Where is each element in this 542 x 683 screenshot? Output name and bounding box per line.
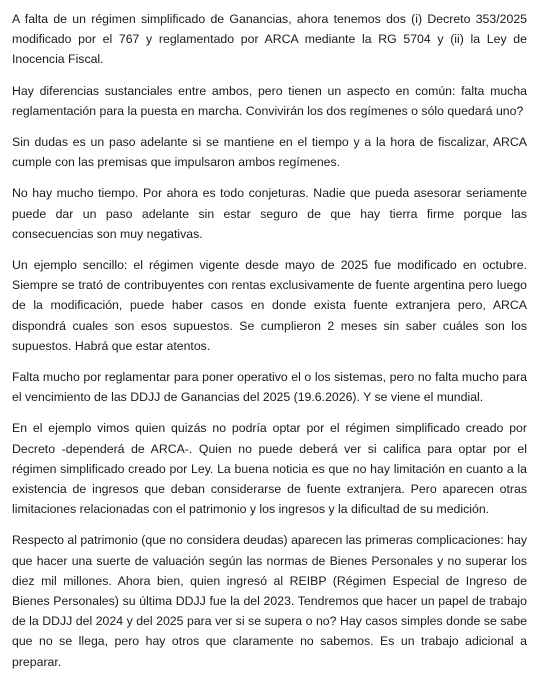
paragraph-6: Falta mucho por reglamentar para poner operativo el o los sistemas, pero no falta mucho para el vencimiento de las DDJJ de Ganancias del 2025 (19.6.2026). Y se viene el mundial.	[12, 370, 527, 405]
paragraph-7: En el ejemplo vimos quien quizás no podría optar por el régimen simplificado creado por Decreto -dependerá de ARCA-. Quien no puede deberá ver si califica para optar por el régimen simplificado creado por Ley. La buena noticia es que no hay limitación en cuanto a la existencia de ingresos que deban considerarse de fuente extranjera. Pero aparecen otras limitaciones relacionadas con el patrimonio y los ingresos y la dificultad de su medición.	[12, 421, 527, 517]
paragraph-1: A falta de un régimen simplificado de Ganancias, ahora tenemos dos (i) Decreto 353/2025 modificado por el 767 y reglamentado por ARCA mediante la RG 5704 y (ii) la Ley de Inocencia Fiscal.	[12, 12, 527, 67]
paragraph-8: Respecto al patrimonio (que no considera deudas) aparecen las primeras complicaciones: hay que hacer una suerte de valuación según las normas de Bienes Personales y no superar los diez mil millones. Ahora bien, quien ingresó al REIBP (Régimen Especial de Ingreso de Bienes Personales) su última DDJJ fue la del 2023. Tendremos que hacer un papel de trabajo de la DDJJ del 2024 y del 2025 para ver si se supera o no? Hay casos simples donde se sabe que no se llega, pero hay otros que claramente no sabemos. Es un trabajo adicional a preparar.	[12, 533, 527, 669]
paragraph-5: Un ejemplo sencillo: el régimen vigente desde mayo de 2025 fue modificado en octubre. Siempre se trató de contribuyentes con rentas exclusivamente de fuente argentina pero luego de la modificación, puede haber casos en donde exista fuente extranjera pero, ARCA dispondrá cuales son esos supuestos. Se cumplieron 2 meses sin saber cuáles son los supuestos. Habrá que estar atentos.	[12, 258, 527, 353]
document-body	[12, 9, 527, 683]
paragraph-3: Sin dudas es un paso adelante si se mantiene en el tiempo y a la hora de fiscalizar, ARCA cumple con las premisas que impulsaron ambos regímenes.	[12, 135, 527, 170]
paragraph-4: No hay mucho tiempo. Por ahora es todo conjeturas. Nadie que pueda asesorar seriamente puede dar un paso adelante sin estar seguro de que hay tierra firme porque las consecuencias son muy negativas.	[12, 186, 527, 241]
paragraph-2: Hay diferencias sustanciales entre ambos, pero tienen un aspecto en común: falta mucha reglamentación para la puesta en marcha. Convivirán los dos regímenes o sólo quedará uno?	[12, 83, 527, 118]
